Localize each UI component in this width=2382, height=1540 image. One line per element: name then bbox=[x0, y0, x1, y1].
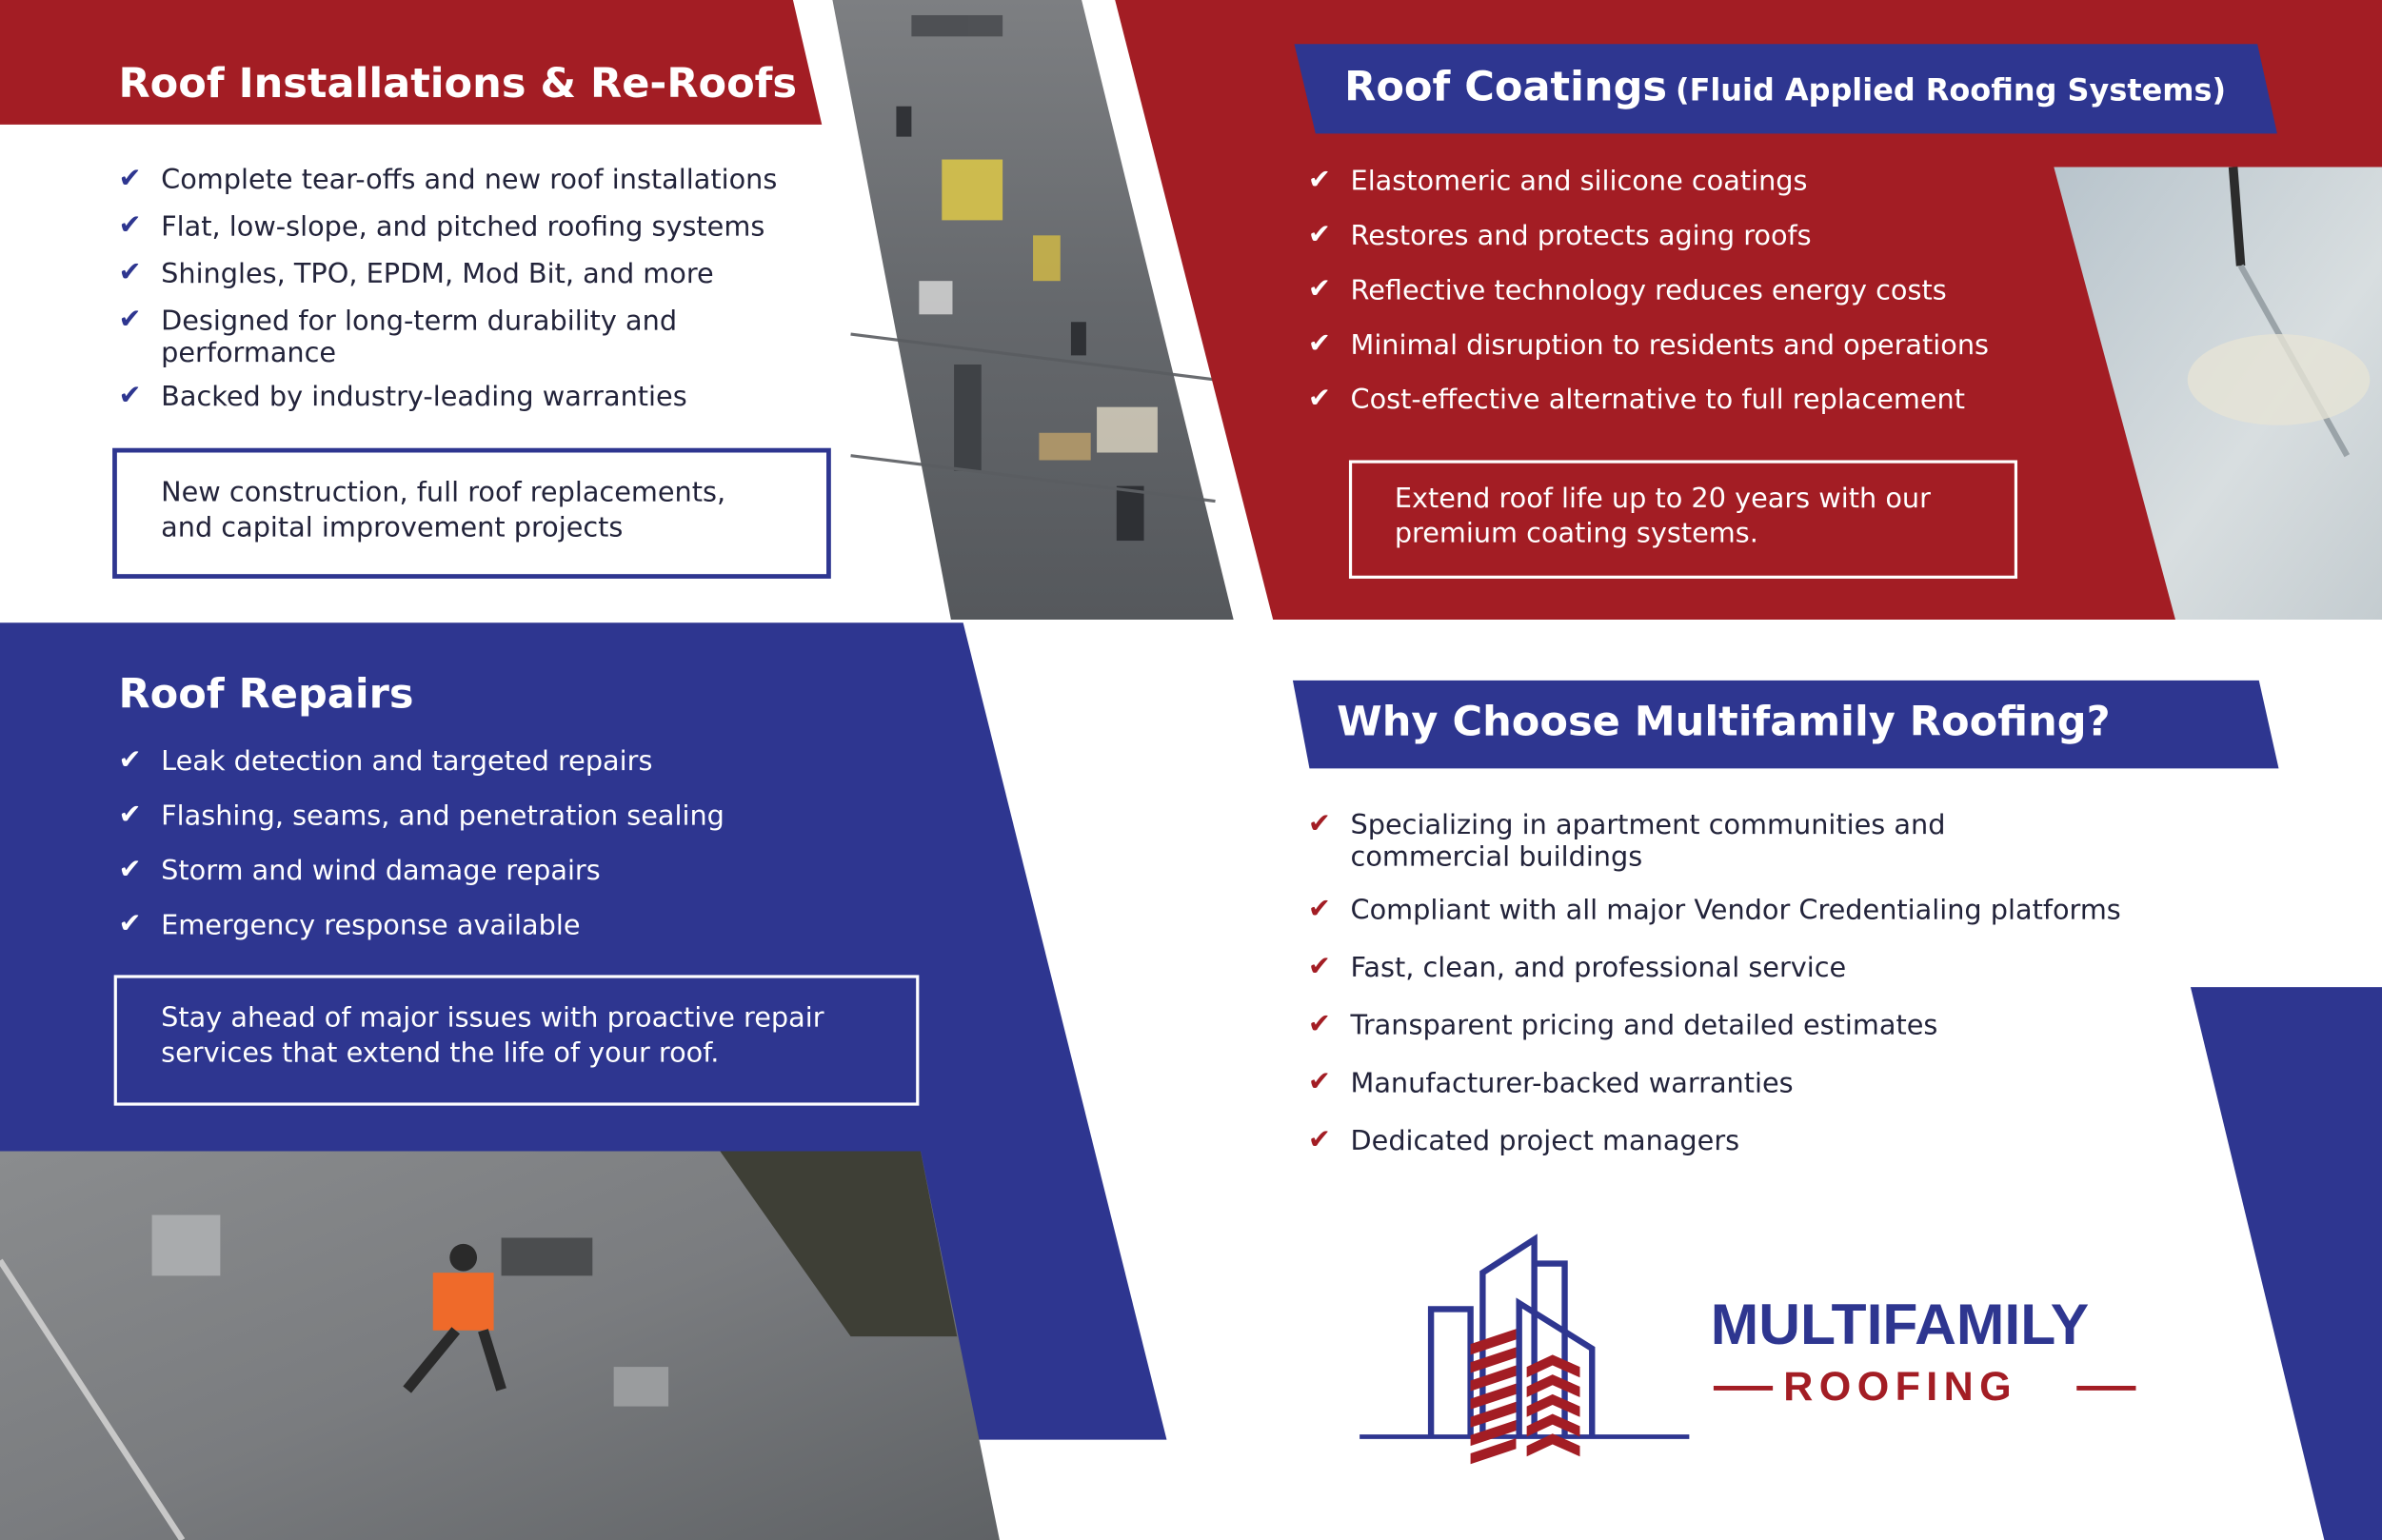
list-item: ✔ Backed by industry-leading warranties bbox=[118, 379, 687, 414]
coatings-subtitle: (Fluid Applied Roofing Systems) bbox=[1675, 70, 2227, 109]
check-icon: ✔ bbox=[118, 162, 142, 195]
check-icon: ✔ bbox=[1307, 383, 1331, 415]
list-item: ✔ Fast, clean, and professional service bbox=[1307, 950, 1847, 984]
list-item: ✔ Designed for long-term durability and performance bbox=[118, 304, 678, 369]
check-icon: ✔ bbox=[118, 908, 142, 940]
list-item: ✔ Specializing in apartment communities and commercial buildings bbox=[1307, 807, 1946, 874]
check-icon: ✔ bbox=[118, 743, 142, 777]
installations-list bbox=[118, 164, 863, 413]
check-icon: ✔ bbox=[118, 853, 142, 886]
list-item: ✔ Elastomeric and silicone coatings bbox=[1307, 164, 1808, 198]
list-item: ✔ Storm and wind damage repairs bbox=[118, 853, 601, 887]
list-item: ✔ Reflective technology reduces energy costs bbox=[1307, 273, 1947, 307]
check-icon: ✔ bbox=[1307, 327, 1331, 361]
check-icon: ✔ bbox=[1307, 950, 1331, 983]
check-icon: ✔ bbox=[1307, 1123, 1331, 1156]
list-item: ✔ Minimal disruption to residents and operations bbox=[1307, 327, 1989, 362]
list-item: ✔ Flashing, seams, and penetration sealing bbox=[118, 799, 725, 833]
coatings-title: Roof Coatings bbox=[1344, 64, 1668, 111]
check-icon: ✔ bbox=[118, 209, 142, 242]
check-icon: ✔ bbox=[1307, 893, 1331, 925]
list-item: ✔ Transparent pricing and detailed estimates bbox=[1307, 1008, 1938, 1042]
installations-title: Roof Installations & Re-Roofs bbox=[118, 60, 798, 109]
list-item: ✔ Complete tear-offs and new roof installations bbox=[118, 162, 778, 196]
check-icon: ✔ bbox=[118, 304, 142, 336]
repairs-title: Roof Repairs bbox=[118, 671, 414, 719]
logo-wordmark: MULTIFAMILY bbox=[1710, 1293, 2090, 1358]
list-item: ✔ Manufacturer-backed warranties bbox=[1307, 1066, 1794, 1100]
why-title: Why Choose Multifamily Roofing? bbox=[1337, 699, 2111, 746]
list-item: ✔ Dedicated project managers bbox=[1307, 1123, 1740, 1157]
check-icon: ✔ bbox=[1307, 1008, 1331, 1041]
why-list bbox=[1308, 809, 2234, 1156]
list-item: ✔ Emergency response available bbox=[118, 908, 581, 942]
list-item: ✔ Restores and protects aging roofs bbox=[1307, 218, 1812, 252]
list-item: ✔ Cost-effective alternative to full replacement bbox=[1307, 383, 1965, 417]
check-icon: ✔ bbox=[118, 379, 142, 412]
installations-callout: New construction, full roof replacements, and capital improvement projects bbox=[112, 448, 831, 579]
repairs-callout: Stay ahead of major issues with proactive repair services that extend the life of your roof. bbox=[114, 975, 920, 1105]
repairs-list bbox=[118, 745, 908, 941]
check-icon: ✔ bbox=[1307, 273, 1331, 306]
coatings-title-row bbox=[1344, 64, 2226, 110]
list-item: ✔ Shingles, TPO, EPDM, Mod Bit, and more bbox=[118, 256, 714, 290]
coatings-callout: Extend roof life up to 20 years with our premium coating systems. bbox=[1349, 460, 2017, 578]
list-item: ✔ Compliant with all major Vendor Credentialing platforms bbox=[1307, 893, 2121, 927]
check-icon: ✔ bbox=[1307, 218, 1331, 251]
logo-subtitle: ROOFING bbox=[1783, 1363, 2018, 1410]
list-item: ✔ Flat, low-slope, and pitched roofing systems bbox=[118, 209, 765, 244]
check-icon: ✔ bbox=[1307, 164, 1331, 196]
check-icon: ✔ bbox=[118, 799, 142, 831]
coatings-list bbox=[1308, 166, 2037, 416]
check-icon: ✔ bbox=[1307, 1066, 1331, 1098]
logo-skyline-icon bbox=[1360, 1239, 1689, 1464]
check-icon: ✔ bbox=[118, 256, 142, 289]
check-icon: ✔ bbox=[1307, 807, 1331, 840]
list-item: ✔ Leak detection and targeted repairs bbox=[118, 743, 653, 778]
